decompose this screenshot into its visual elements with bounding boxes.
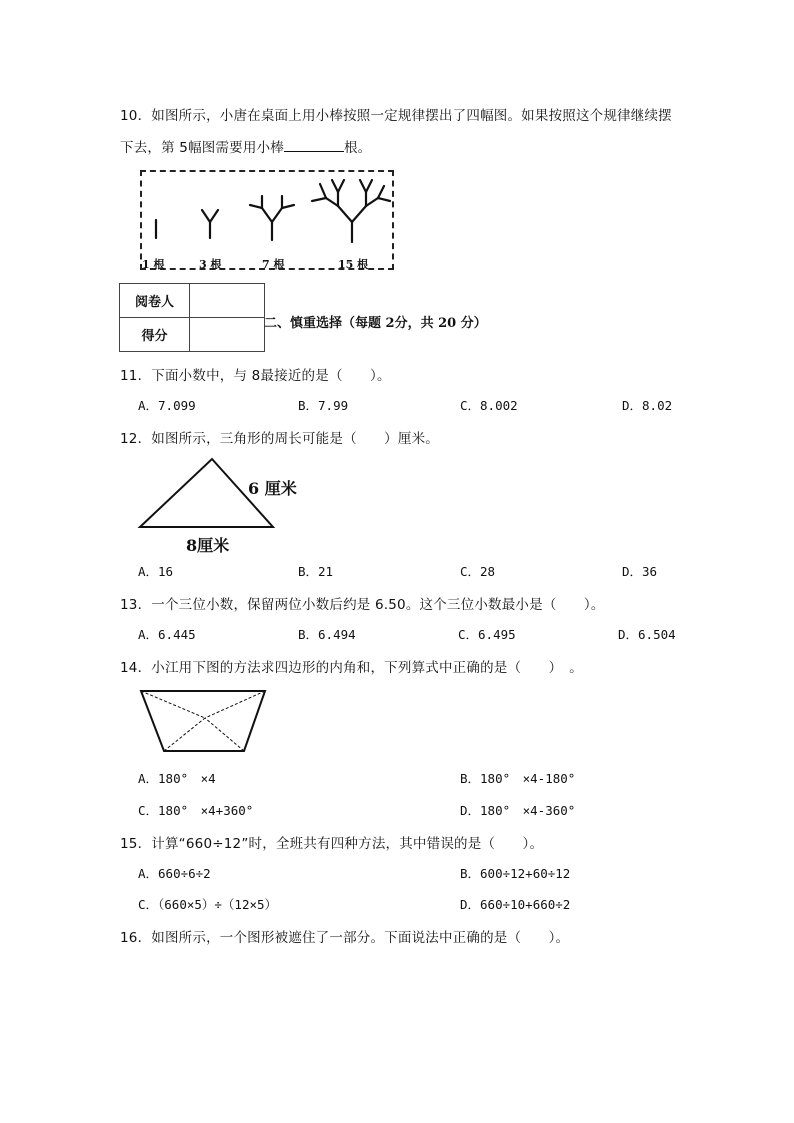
q14-option-b[interactable]: B．180° ×4-180°: [460, 771, 576, 786]
q11-option-c[interactable]: C．8.002: [460, 398, 518, 413]
q13-option-d[interactable]: D．6.504: [618, 627, 676, 642]
q12-option-a[interactable]: A．16: [138, 564, 174, 579]
figure-label-1: 1 根: [142, 258, 165, 271]
figure-label-2: 3 根: [199, 258, 222, 271]
q14-option-c[interactable]: C．180° ×4+360°: [138, 803, 254, 818]
score-table: [119, 283, 265, 352]
answer-blank: [284, 139, 344, 152]
stick-pattern-figure: [140, 170, 394, 270]
q10-line1: 10．如图所示，小唐在桌面上用小棒按照一定规律摆出了四幅图。如果按照这个规律继续摆: [120, 108, 672, 124]
q15-option-c[interactable]: C．（660×5）÷（12×5）: [138, 897, 278, 912]
q13-option-c[interactable]: C．6.495: [458, 627, 516, 642]
q13-option-a[interactable]: A．6.445: [138, 627, 196, 642]
q15-text: 15．计算“660÷12”时，全班共有四种方法，其中错误的是（ ）。: [120, 836, 544, 852]
reviewer-cell[interactable]: [190, 284, 265, 318]
stick-trees-svg: [142, 172, 392, 268]
q12-option-c[interactable]: C．28: [460, 564, 496, 579]
q13-option-b[interactable]: B．6.494: [298, 627, 356, 642]
q12-option-b[interactable]: B．21: [298, 564, 334, 579]
q14-text: 14．小江用下图的方法求四边形的内角和，下列算式中正确的是（ ） 。: [120, 660, 583, 676]
q10-line2-unit: 根。: [343, 140, 372, 156]
q16-text: 16．如图所示，一个图形被遮住了一部分。下面说法中正确的是（ ）。: [120, 930, 570, 946]
figure-label-4: 15 根: [338, 258, 369, 271]
q15-option-a[interactable]: A．660÷6÷2: [138, 866, 211, 881]
triangle-side-label: 6 厘米: [248, 479, 297, 498]
q14-option-d[interactable]: D．180° ×4-360°: [460, 803, 576, 818]
q11-option-d[interactable]: D．8.02: [622, 398, 673, 413]
q11-option-b[interactable]: B．7.99: [298, 398, 349, 413]
quadrilateral-figure: [138, 688, 268, 754]
q10-line2-text: 下去，第 5幅图需要用小棒: [120, 140, 284, 156]
q12-option-d[interactable]: D．36: [622, 564, 658, 579]
q11-option-a[interactable]: A．7.099: [138, 398, 196, 413]
q11-text: 11．下面小数中，与 8最接近的是（ ）。: [120, 368, 391, 384]
score-label: 得分: [120, 318, 190, 352]
reviewer-label: 阅卷人: [120, 284, 190, 318]
q15-option-d[interactable]: D．660÷10+660÷2: [460, 897, 571, 912]
triangle-base-label: 8厘米: [186, 536, 230, 555]
q15-option-b[interactable]: B．600÷12+60÷12: [460, 866, 571, 881]
section-title: 二、慎重选择（每题 2分，共 20 分）: [264, 316, 487, 331]
q10-line2: [120, 136, 371, 156]
q14-option-a[interactable]: A．180° ×4: [138, 771, 216, 786]
figure-label-3: 7 根: [262, 258, 285, 271]
q13-text: 13．一个三位小数，保留两位小数后约是 6.50。这个三位小数最小是（ ）。: [120, 597, 605, 613]
q12-text: 12．如图所示，三角形的周长可能是（ ）厘米。: [120, 431, 439, 447]
score-cell[interactable]: [190, 318, 265, 352]
